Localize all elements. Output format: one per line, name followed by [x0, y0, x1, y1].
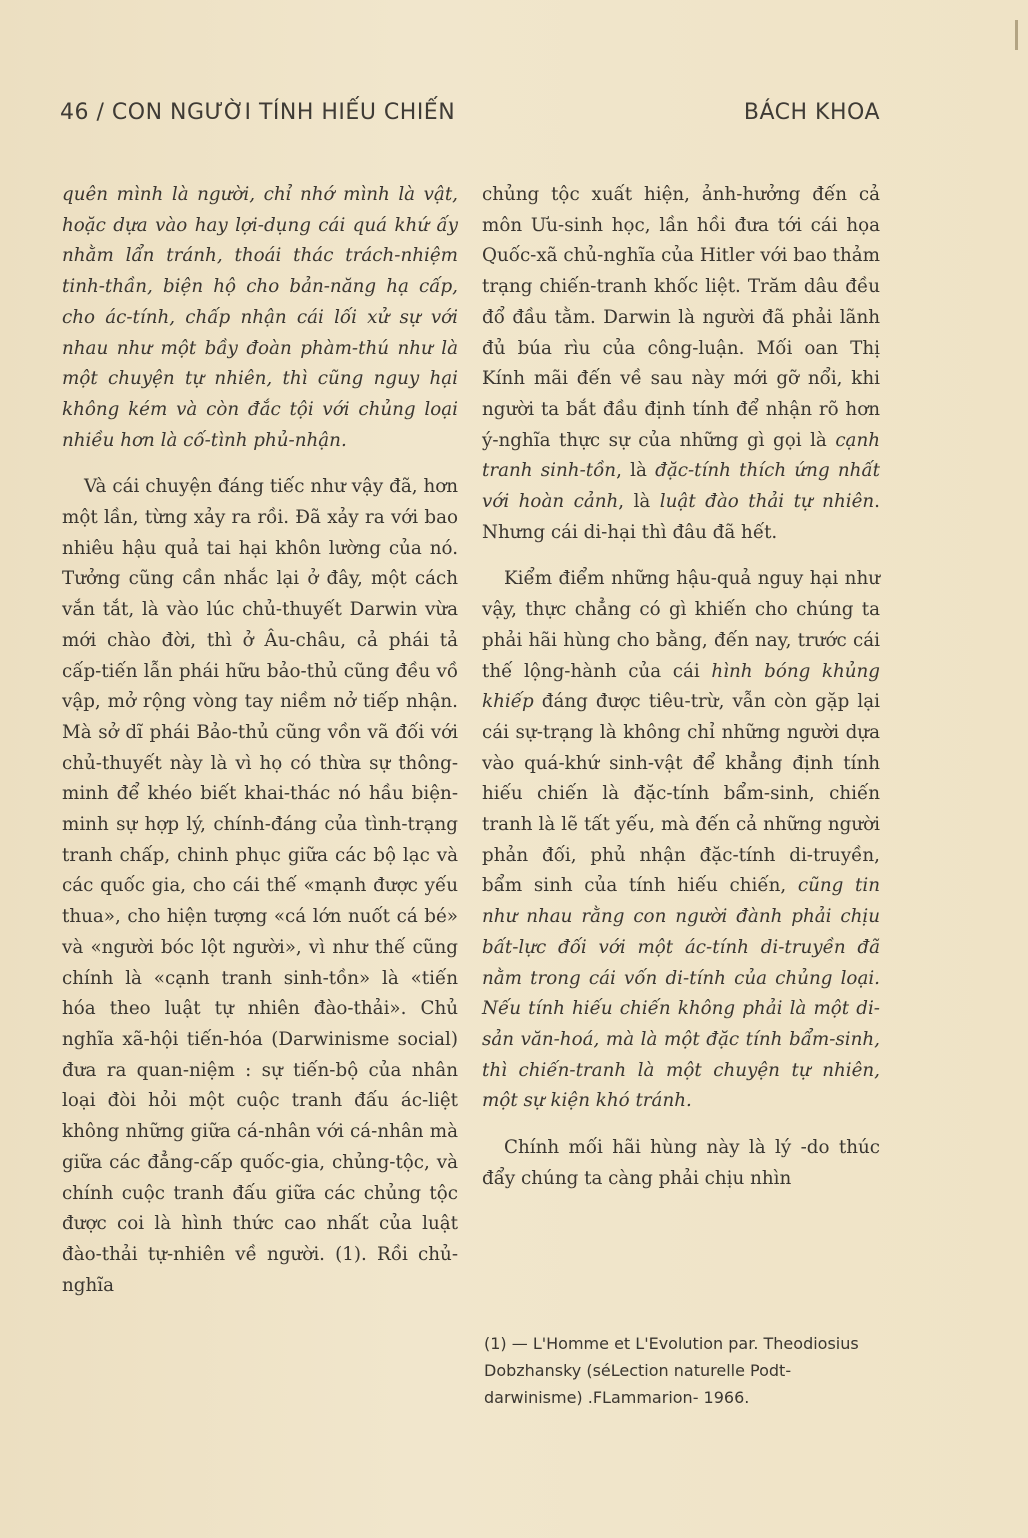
footnote: (1) — L'Homme et L'Evolution par. Theodiosius Dobzhansky (séLection naturelle Podt-darwinisme) .FLammarion- 1966.	[484, 1334, 859, 1407]
right-p1-emphasis-2: đặc-tính thích ứng nhất với hoàn cảnh	[482, 460, 880, 513]
right-p2-text-a: Kiểm điểm những hậu-quả nguy hại như vậy, thực chẳng có gì khiến cho chúng ta phải hãi hùng cho bằng, đến nay, trước cái thế lộng-hành của cái	[482, 568, 880, 682]
right-p2-text-b: đáng được tiêu-trừ, vẫn còn gặp lại cái sự-trạng là không chỉ những người dựa vào quá-khứ sinh-vật để khẳng định tính hiếu chiến là đặc-tính bẩm-sinh, chiến tranh là lẽ tất yếu, mà đến cả những người phản đối, phủ nhận đặc-tính di-truyền, bẩm sinh của tính hiếu chiến,	[482, 691, 880, 897]
left-paragraph-1	[62, 180, 458, 456]
right-column	[482, 180, 880, 1211]
right-p2-emphasis-1: hình bóng khủng khiếp	[482, 660, 880, 713]
right-p2-emphasis-2: cũng tin như nhau rằng con người đành phải chịu bất-lực đối với một ác-tính di-truyền đã nằm trong cái vốn di-tính của chủng loại. Nếu tính hiếu chiến không phải là một di-sản văn-hoá, mà là một đặc tính bẩm-sinh, thì chiến-tranh là một chuyện tự nhiên, một sự kiện khó tránh.	[482, 875, 880, 1112]
right-p1-text-c: , là	[618, 491, 660, 513]
left-paragraph-2: Và cái chuyện đáng tiếc như vậy đã, hơn một lần, từng xảy ra rồi. Đã xảy ra với bao nhiêu hậu quả tai hại khôn lường của nó. Tưởng cũng cần nhắc lại ở đây, một cách vắn tắt, là vào lúc chủ-thuyết Darwin vừa mới chào đời, thì ở Âu-châu, cả phái tả cấp-tiến lẫn phái hữu bảo-thủ cũng đều vồ vập, mở rộng vòng tay niềm nở tiếp nhận. Mà sở dĩ phái Bảo-thủ cũng vồn vã đối với chủ-thuyết này là vì họ có thừa sự thông-minh để khéo biết khai-thác nó hầu biện-minh sự hợp lý, chính-đáng của tình-trạng tranh chấp, chinh phục giữa các bộ lạc và các quốc gia, cho cái thế «mạnh được yếu thua», cho hiện tượng «cá lớn nuốt cá bé» và «người bóc lột người», vì như thế cũng chính là «cạnh tranh sinh-tồn» là «tiến hóa theo luật tự nhiên đào-thải». Chủ nghĩa xã-hội tiến-hóa (Darwinisme social) đưa ra quan-niệm : sự tiến-bộ của nhân loại đòi hỏi một cuộc tranh đấu ác-liệt không những giữa cá-nhân với cá-nhân mà giữa các đẳng-cấp quốc-gia, chủng-tộc, và chính cuộc tranh đấu giữa các chủng tộc được coi là hình thức cao nhất của luật đào-thải tự-nhiên về người. (1). Rồi chủ-nghĩa	[62, 476, 458, 1296]
running-header	[60, 100, 880, 125]
right-p1-text-b: , là	[616, 460, 656, 482]
right-p1-emphasis-1: cạnh tranh sinh-tồn	[482, 429, 880, 482]
right-paragraph-2	[482, 564, 880, 1117]
right-paragraph-1	[482, 180, 880, 548]
left-column	[62, 180, 458, 1317]
right-p1-text-a: chủng tộc xuất hiện, ảnh-hưởng đến cả môn Ưu-sinh học, lần hồi đưa tới cái họa Quốc-xã chủ-nghĩa của Hitler với bao thảm trạng chiến-tranh khốc liệt. Trăm dâu đều đổ đầu tằm. Darwin là người đã phải lãnh đủ búa rìu của công-luận. Mối oan Thị Kính mãi đến về sau này mới gỡ nổi, khi người ta bắt đầu định tính để nhận rõ hơn ý-nghĩa thực sự của những gì gọi là	[482, 184, 880, 451]
right-p1-text-d: . Nhưng cái di-hại thì đâu đã hết.	[482, 491, 880, 543]
page-edge-mark	[1015, 20, 1018, 50]
left-paragraph-1-text: quên mình là người, chỉ nhớ mình là vật, hoặc dựa vào hay lợi-dụng cái quá khứ ấy nhằm lẩn tránh, thoái thác trách-nhiệm tinh-thần, biện hộ cho bản-năng hạ cấp, cho ác-tính, chấp nhận cái lối xử sự với nhau như một bầy đoàn phàm-thú như là một chuyện tự nhiên, thì cũng nguy hại không kém và còn đắc tội với chủng loại nhiều hơn là cố-tình phủ-nhận.	[62, 184, 458, 451]
right-paragraph-3: Chính mối hãi hùng này là lý -do thúc đẩy chúng ta càng phải chịu nhìn	[482, 1137, 880, 1189]
right-p1-emphasis-3: luật đào thải tự nhiên	[659, 491, 875, 513]
header-title: 46 / CON NGƯỜI TÍNH HIẾU CHIẾN	[60, 100, 456, 125]
header-magazine: BÁCH KHOA	[743, 100, 880, 125]
